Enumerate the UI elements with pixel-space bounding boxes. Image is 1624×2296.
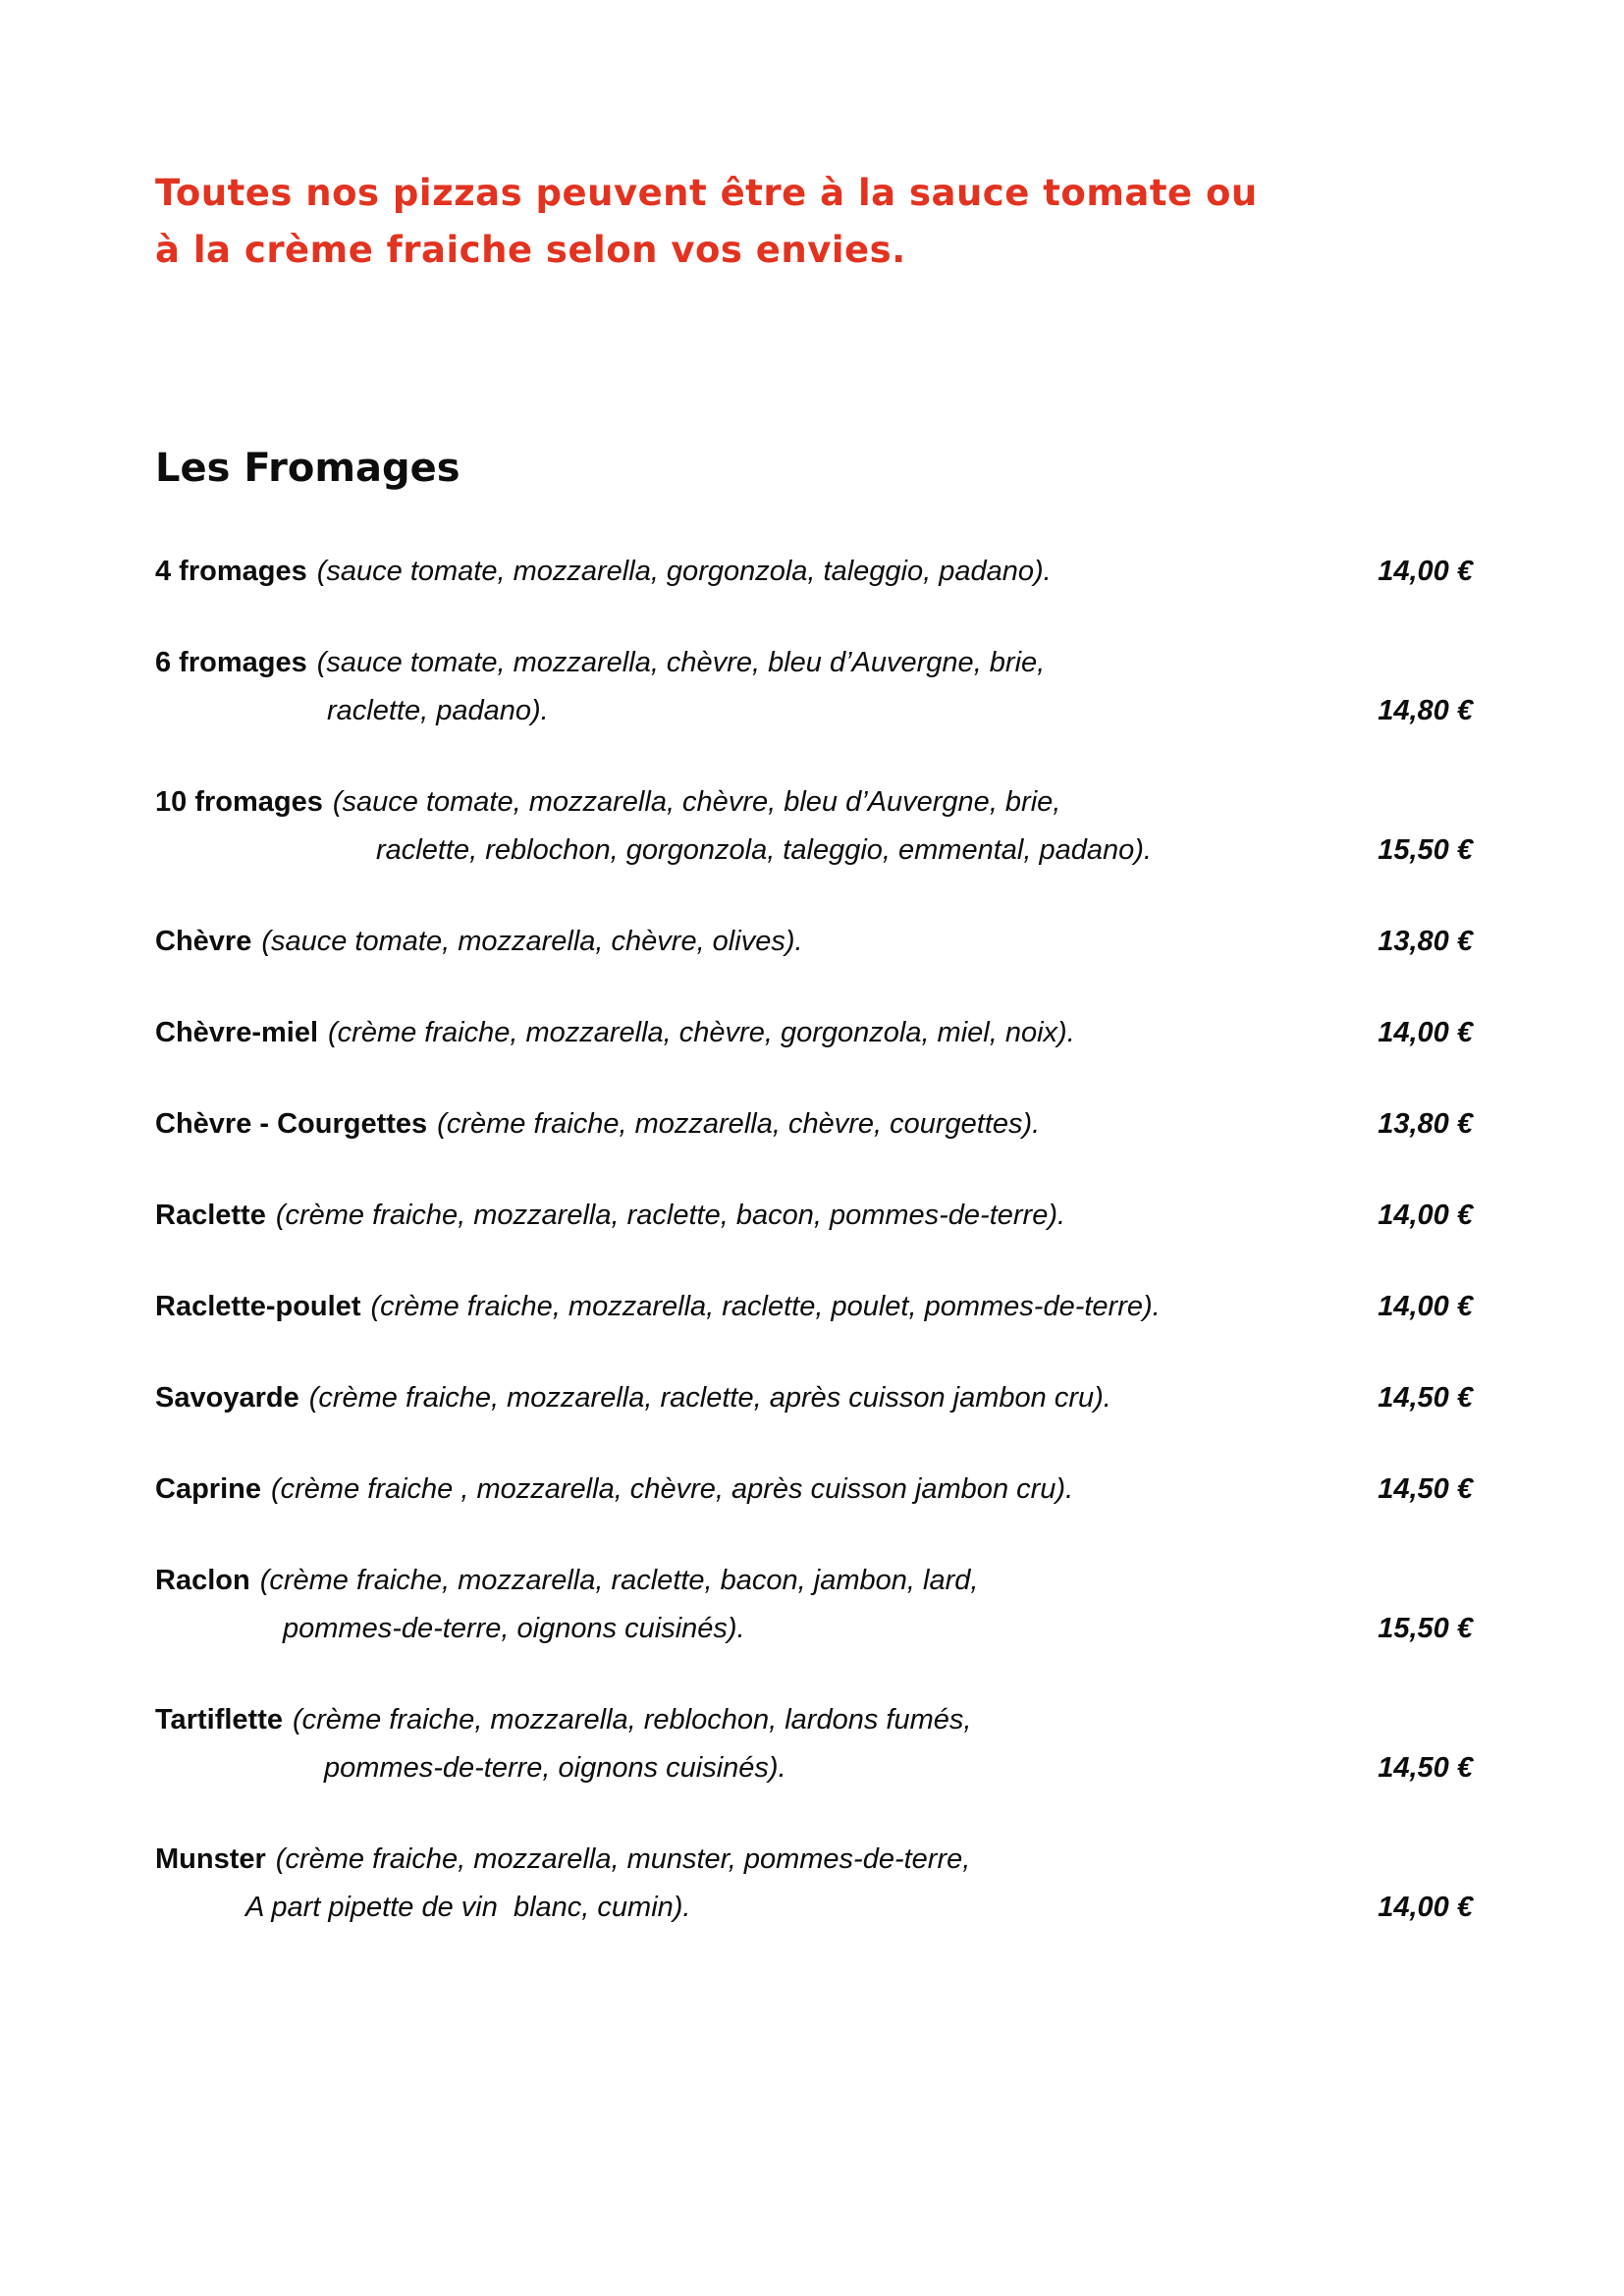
menu-item-4-fromages (155, 548, 1473, 596)
menu-item-raclette (155, 1192, 1473, 1240)
intro-line-2: à la crème fraiche selon vos envies. (155, 229, 906, 272)
item-text (155, 1374, 1354, 1422)
item-description: (crème fraiche, mozzarella, raclette, après cuisson jambon cru). (308, 1381, 1111, 1414)
item-text (155, 1696, 1473, 1744)
item-name: Chèvre-miel (155, 1016, 319, 1048)
item-name: 4 fromages (155, 555, 307, 587)
item-line (155, 639, 1473, 687)
menu-item-chevre-miel (155, 1009, 1473, 1057)
item-description: (crème fraiche, mozzarella, reblochon, lardons fumés, (292, 1703, 972, 1735)
item-line (155, 1557, 1473, 1605)
item-name: Munster (155, 1842, 266, 1875)
item-line (155, 918, 1473, 966)
item-description: (crème fraiche, mozzarella, munster, pommes-de-terre, (275, 1842, 971, 1875)
item-description: raclette, reblochon, gorgonzola, taleggio, emmental, padano). (376, 833, 1152, 866)
item-description: (crème fraiche, mozzarella, chèvre, courgettes). (437, 1107, 1041, 1140)
item-description: (crème fraiche, mozzarella, chèvre, gorgonzola, miel, noix). (328, 1016, 1075, 1048)
item-price: 14,00 € (1378, 1891, 1473, 1923)
item-description: A part pipette de vin blanc, cumin). (245, 1891, 691, 1923)
item-name: Chèvre - Courgettes (155, 1107, 428, 1140)
item-line (155, 827, 1473, 875)
menu-item-raclon (155, 1557, 1473, 1653)
item-price: 15,50 € (1378, 1612, 1473, 1644)
item-text (155, 1466, 1354, 1514)
item-name: Chèvre (155, 925, 252, 957)
item-description-continued (155, 1884, 1354, 1932)
item-description: raclette, padano). (327, 694, 549, 726)
menu-item-chevre-courgettes (155, 1100, 1473, 1148)
menu-item-raclette-poulet (155, 1283, 1473, 1331)
item-description: (sauce tomate, mozzarella, chèvre, olives). (261, 925, 803, 957)
item-text (155, 1557, 1473, 1605)
item-name: Savoyarde (155, 1381, 299, 1414)
item-name: Raclette-poulet (155, 1290, 361, 1322)
item-line (155, 1374, 1473, 1422)
item-line (155, 1192, 1473, 1240)
menu-items (155, 548, 1473, 1932)
item-text (155, 639, 1473, 687)
item-line (155, 548, 1473, 596)
item-description: (sauce tomate, mozzarella, chèvre, bleu d’Auvergne, brie, (332, 785, 1061, 818)
menu-item-6-fromages (155, 639, 1473, 735)
item-description: (sauce tomate, mozzarella, gorgonzola, taleggio, padano). (316, 555, 1052, 587)
item-line (155, 1100, 1473, 1148)
item-text (155, 918, 1354, 966)
item-description: (crème fraiche , mozzarella, chèvre, après cuisson jambon cru). (270, 1472, 1074, 1505)
item-price: 13,80 € (1378, 925, 1473, 957)
menu-item-chevre (155, 918, 1473, 966)
item-price: 14,00 € (1378, 555, 1473, 587)
menu-item-tartiflette (155, 1696, 1473, 1792)
item-line (155, 1884, 1473, 1932)
section-title: Les Fromages (155, 445, 460, 491)
item-line (155, 1283, 1473, 1331)
item-description-continued (155, 827, 1354, 875)
item-description: (crème fraiche, mozzarella, raclette, bacon, jambon, lard, (259, 1564, 979, 1596)
intro-note (155, 165, 1473, 280)
item-name: Tartiflette (155, 1703, 283, 1735)
item-description: (sauce tomate, mozzarella, chèvre, bleu d’Auvergne, brie, (316, 646, 1046, 678)
item-text (155, 1836, 1473, 1884)
item-line (155, 1466, 1473, 1514)
item-text (155, 548, 1354, 596)
item-price: 14,50 € (1378, 1751, 1473, 1784)
item-price: 14,00 € (1378, 1199, 1473, 1231)
item-price: 14,50 € (1378, 1472, 1473, 1505)
item-price: 14,00 € (1378, 1290, 1473, 1322)
item-line (155, 778, 1473, 827)
item-line (155, 1009, 1473, 1057)
item-text (155, 1009, 1354, 1057)
item-name: Raclette (155, 1199, 266, 1231)
menu-item-munster (155, 1836, 1473, 1932)
item-price: 15,50 € (1378, 833, 1473, 866)
menu-item-savoyarde (155, 1374, 1473, 1422)
menu-item-caprine (155, 1466, 1473, 1514)
item-line (155, 1696, 1473, 1744)
item-name: 10 fromages (155, 785, 323, 818)
item-price: 13,80 € (1378, 1107, 1473, 1140)
item-line (155, 1836, 1473, 1884)
intro-line-1: Toutes nos pizzas peuvent être à la sauce tomate ou (155, 172, 1258, 214)
item-text (155, 1283, 1354, 1331)
item-description: (crème fraiche, mozzarella, raclette, poulet, pommes-de-terre). (370, 1290, 1161, 1322)
item-description: pommes-de-terre, oignons cuisinés). (283, 1612, 745, 1644)
item-description-continued (155, 1605, 1354, 1653)
item-description: (crème fraiche, mozzarella, raclette, bacon, pommes-de-terre). (275, 1199, 1066, 1231)
item-price: 14,80 € (1378, 694, 1473, 726)
item-price: 14,50 € (1378, 1381, 1473, 1414)
item-line (155, 687, 1473, 735)
item-price: 14,00 € (1378, 1016, 1473, 1048)
item-description-continued (155, 1744, 1354, 1792)
item-text (155, 1192, 1354, 1240)
menu-item-10-fromages (155, 778, 1473, 875)
item-name: 6 fromages (155, 646, 307, 678)
item-line (155, 1744, 1473, 1792)
item-text (155, 778, 1473, 827)
item-name: Caprine (155, 1472, 261, 1505)
item-line (155, 1605, 1473, 1653)
item-name: Raclon (155, 1564, 250, 1596)
item-description: pommes-de-terre, oignons cuisinés). (324, 1751, 786, 1784)
item-description-continued (155, 687, 1354, 735)
item-text (155, 1100, 1354, 1148)
